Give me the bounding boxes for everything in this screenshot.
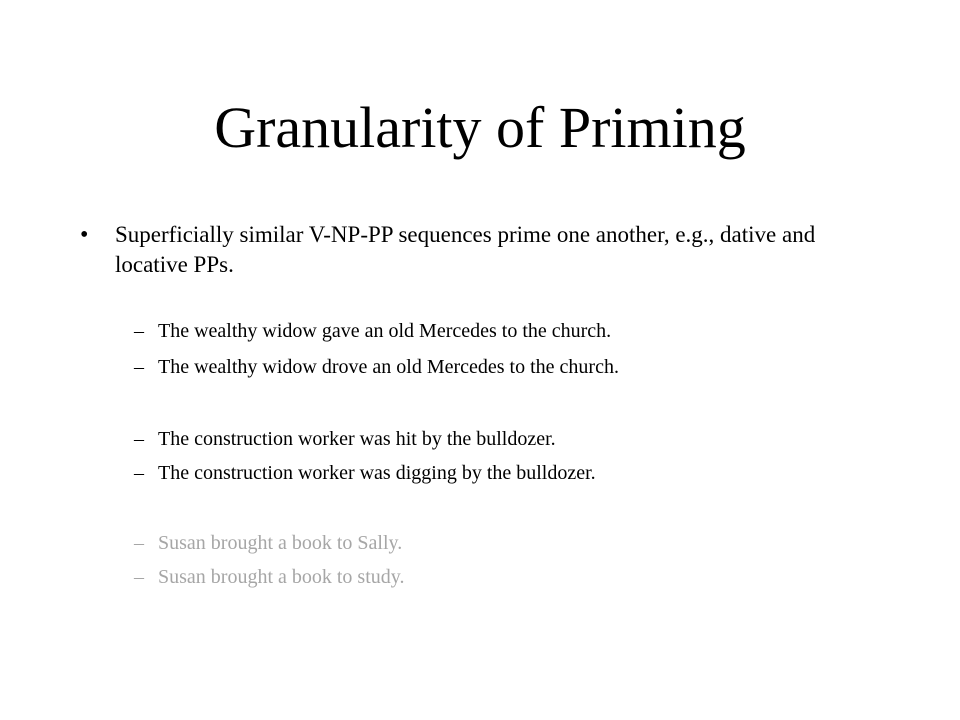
bullet-text: Superficially similar V-NP-PP sequences prime one another, e.g., dative and locative PPs. (115, 222, 816, 277)
example-text: The construction worker was digging by the bulldozer. (158, 462, 596, 484)
example-sentence (134, 318, 612, 344)
example-text: The construction worker was hit by the bulldozer. (158, 428, 556, 450)
example-sentence-dimmed (134, 530, 403, 556)
dash-marker: – (134, 320, 144, 342)
dash-marker: – (134, 428, 144, 450)
dash-marker: – (134, 532, 144, 554)
bullet-marker: • (80, 222, 89, 248)
example-text: Susan brought a book to study. (158, 566, 405, 588)
example-sentence (134, 354, 619, 380)
slide-title: Granularity of Priming (214, 95, 746, 160)
example-text: Susan brought a book to Sally. (158, 532, 403, 554)
example-text: The wealthy widow drove an old Mercedes to the church. (158, 356, 619, 378)
dash-marker: – (134, 462, 144, 484)
example-sentence (134, 426, 556, 452)
example-text: The wealthy widow gave an old Mercedes to the church. (158, 320, 612, 342)
main-bullet (80, 220, 855, 280)
dash-marker: – (134, 566, 144, 588)
example-sentence-dimmed (134, 564, 405, 590)
example-sentence (134, 460, 596, 486)
dash-marker: – (134, 356, 144, 378)
